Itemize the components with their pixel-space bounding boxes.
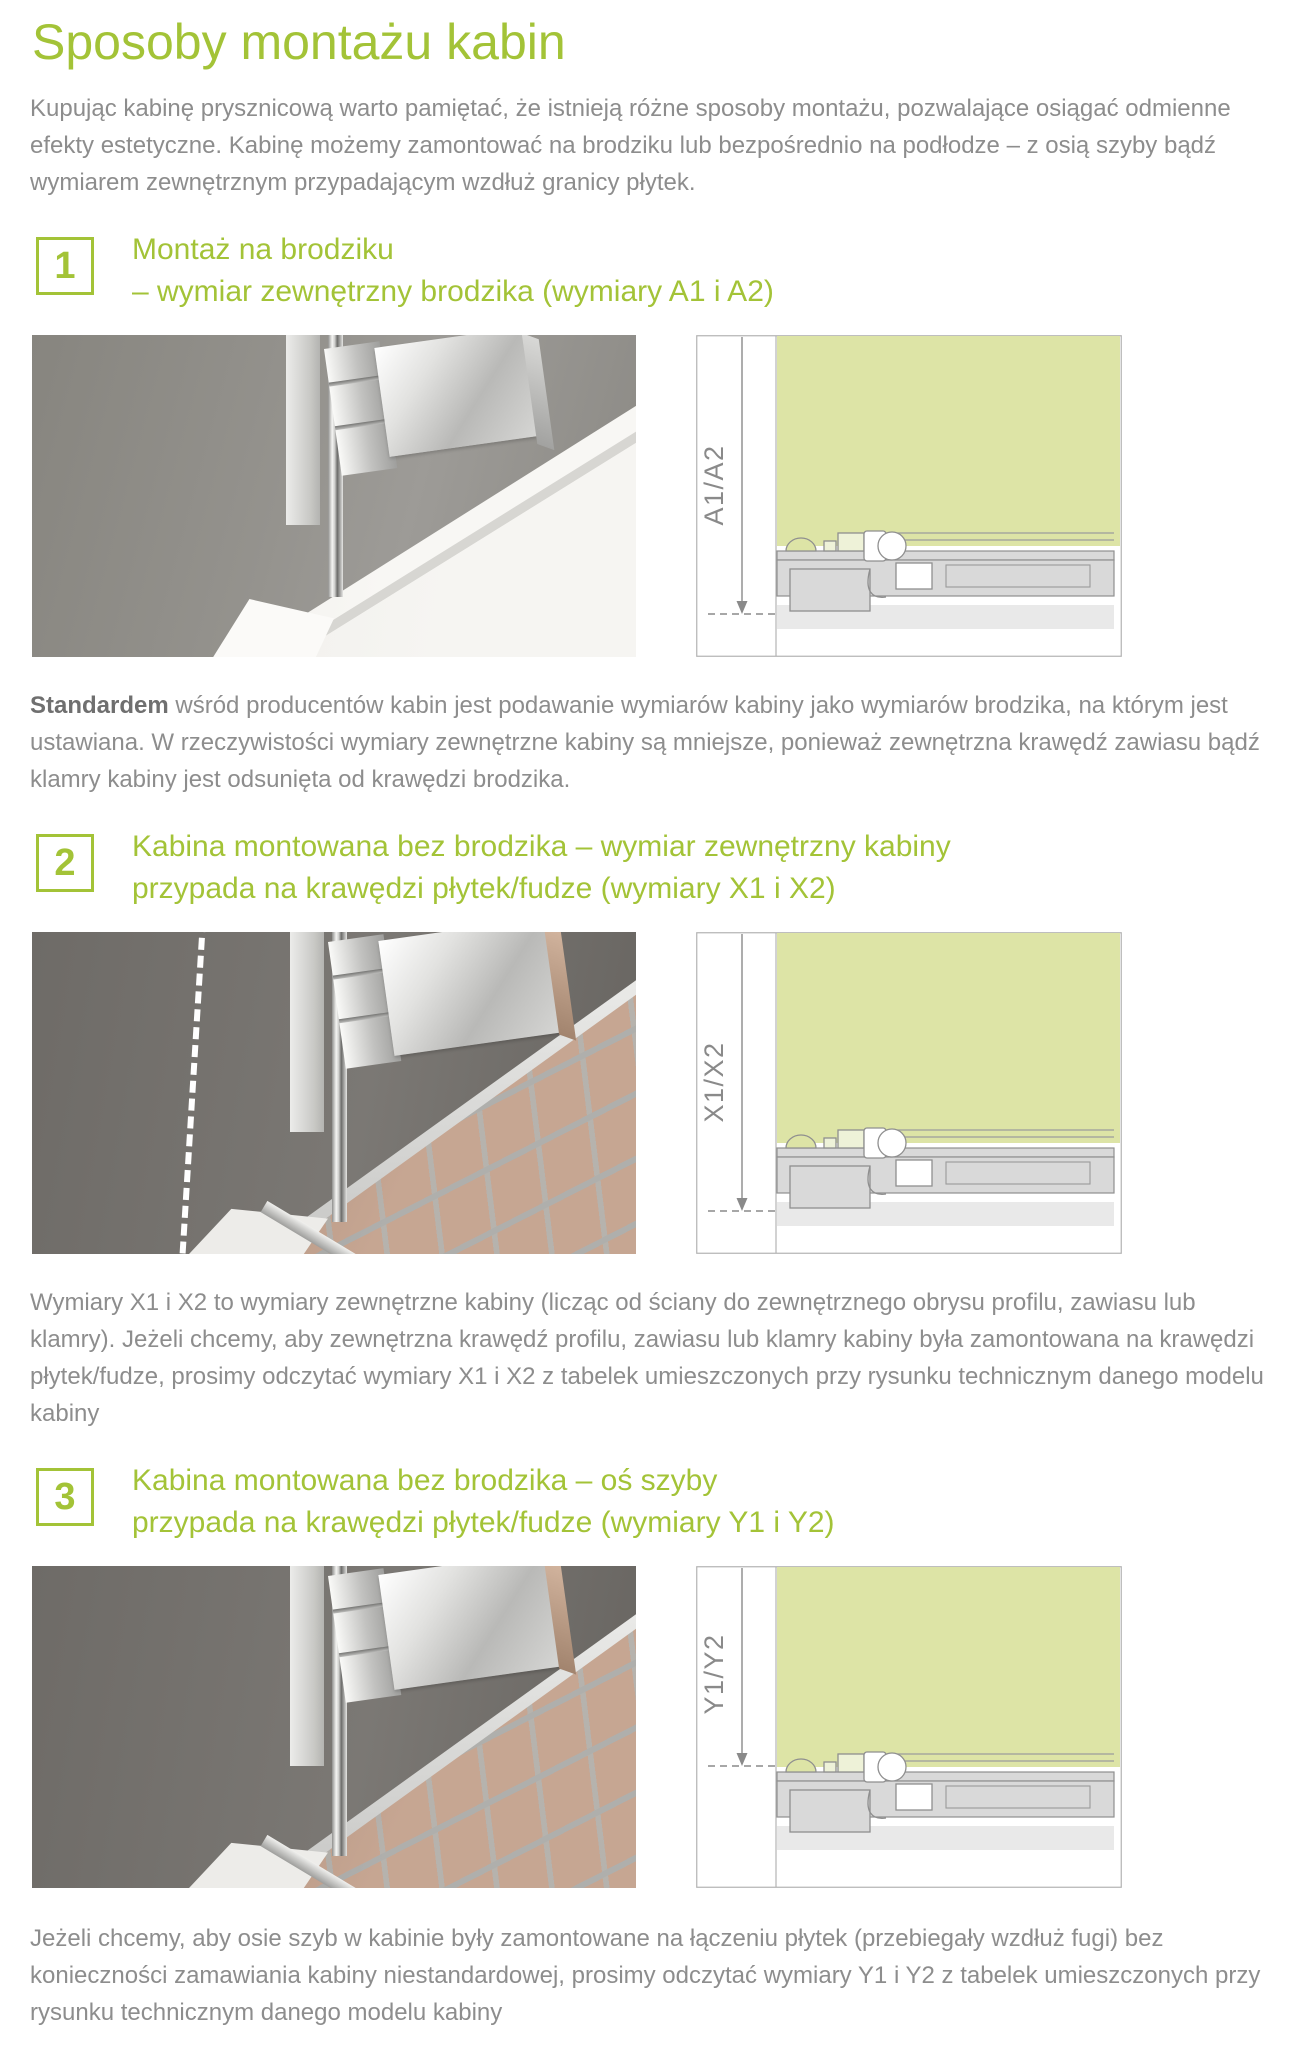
- glass-wall-profile: [290, 1566, 324, 1766]
- section-2-media: [32, 932, 1272, 1254]
- photo-hinge-on-tiled-floor-with-axis: [32, 932, 636, 1254]
- section-2-title: [132, 826, 951, 910]
- hinge-gap: [333, 968, 389, 980]
- hinge-gap: [339, 1011, 395, 1023]
- hinge-gap: [339, 1645, 395, 1657]
- glass-wall-profile: [290, 932, 324, 1132]
- photo-hinge-on-tiled-floor: [32, 1566, 636, 1888]
- section-2-note: Wymiary X1 i X2 to wymiary zewnętrzne kabiny (licząc od ściany do zewnętrznego obrysu profilu, zawiasu lub klamry). Jeżeli chcemy, aby zewnętrzna krawędź profilu, zawiasu lub klamry kabiny była zamontowana na krawędzi płytek/fudze, prosimy odczytać wymiary X1 i X2 z tabelek umieszczonych przy rysunku technicznym danego modelu kabiny: [30, 1289, 1264, 1427]
- section-3-header: [36, 1460, 1272, 1544]
- section-3-diagram: [696, 1566, 1122, 1888]
- technical-cross-section-diagram: [696, 1566, 1122, 1888]
- section-1-title: [132, 229, 774, 313]
- section-3-title: [132, 1460, 835, 1544]
- hinge-gap: [333, 1602, 389, 1614]
- section-2-title-line1: Kabina montowana bez brodzika – wymiar zewnętrzny kabiny: [132, 830, 951, 863]
- section-1-media: [32, 335, 1272, 657]
- hinge-gap: [329, 375, 385, 387]
- intro-paragraph: Kupując kabinę prysznicową warto pamiętać, że istnieją różne sposoby montażu, pozwalające osiągać odmienne efekty estetyczne. Kabinę możemy zamontować na brodziku lub bezpośrednio na podłodze – z osią szyby bądź wymiarem zewnętrznym przypadającym wzdłuż granicy płytek.: [30, 95, 1231, 196]
- section-3-title-line1: Kabina montowana bez brodzika – oś szyby: [132, 1464, 718, 1497]
- section-3-number: 3: [54, 1476, 76, 1518]
- section-3-note: Jeżeli chcemy, aby osie szyb w kabinie były zamontowane na łączeniu płytek (przebiegały wzdłuż fugi) bez konieczności zamawiania kabiny niestandardowej, prosimy odczytać wymiary Y1 i Y2 z tabelek umieszczonych przy rysunku technicznym danego modelu kabiny: [30, 1925, 1261, 2026]
- section-1-diagram: [696, 335, 1122, 657]
- section-1-title-line2: – wymiar zewnętrzny brodzika (wymiary A1 i A2): [132, 275, 774, 308]
- brochure-page: [0, 12, 1302, 2058]
- section-3-number-box: [36, 1468, 94, 1526]
- section-2-number: 2: [54, 842, 76, 884]
- section-2-diagram: [696, 932, 1122, 1254]
- dimension-label: Y1/Y2: [699, 1633, 729, 1715]
- dimension-label: X1/X2: [699, 1041, 729, 1123]
- section-1-note: [30, 687, 1264, 798]
- section-1-number: 1: [54, 245, 76, 287]
- section-1-title-line1: Montaż na brodziku: [132, 233, 394, 266]
- section-2-header: [36, 826, 1272, 910]
- section-3-media: [32, 1566, 1272, 1888]
- note-body: wśród producentów kabin jest podawanie wymiarów kabiny jako wymiarów brodzika, na którym jest ustawiana. W rzeczywistości wymiary zewnętrzne kabiny są mniejsze, ponieważ zewnętrzna krawędź zawiasu bądź klamry kabiny jest odsunięta od krawędzi brodzika.: [30, 692, 1260, 793]
- page-title: Sposoby montażu kabin: [32, 14, 566, 70]
- technical-cross-section-diagram: [696, 932, 1122, 1254]
- section-2-title-line2: przypada na krawędzi płytek/fudze (wymiary X1 i X2): [132, 872, 836, 905]
- glass-wall-profile: [286, 335, 320, 525]
- hinge-arm-plate: [374, 335, 538, 457]
- section-1-header: [36, 229, 1272, 313]
- section-1-number-box: [36, 237, 94, 295]
- hinge-gap: [335, 418, 391, 430]
- section-3-title-line2: przypada na krawędzi płytek/fudze (wymiary Y1 i Y2): [132, 1506, 835, 1539]
- section-2-number-box: [36, 834, 94, 892]
- dimension-label: A1/A2: [699, 444, 729, 526]
- photo-hinge-on-shower-tray: [32, 335, 636, 657]
- technical-cross-section-diagram: [696, 335, 1122, 657]
- note-lead-bold: Standardem: [30, 692, 169, 719]
